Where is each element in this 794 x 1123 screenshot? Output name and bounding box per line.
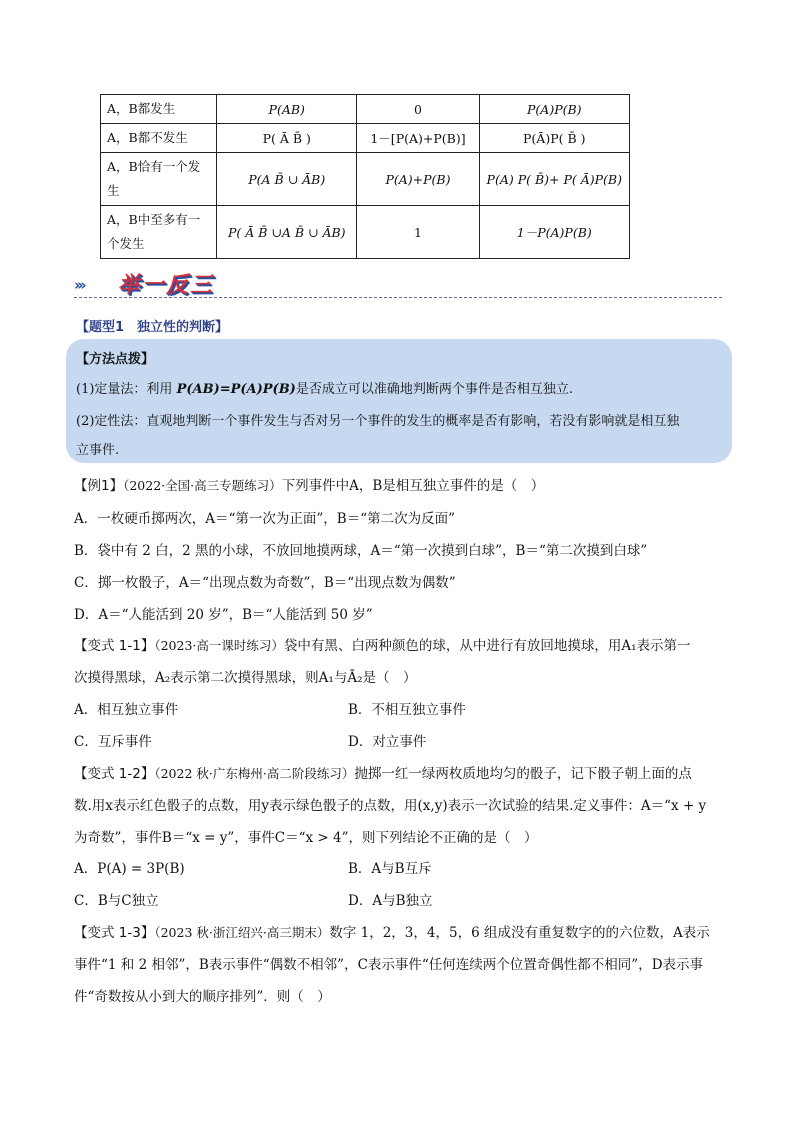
table-cell: A，B都发生 (101, 95, 217, 124)
variant-1-3-stem-cont-2: 件“奇数按从小到大的顺序排列”．则（ ） (74, 989, 331, 1005)
variant-1-2-stem: 【变式 1-2】（2022 秋·广东梅州·高二阶段练习）抛掷一红一绿两枚质地均匀的骰子，记下骰子朝上面的点 (74, 766, 692, 782)
variant-1-2-stem-cont-2: 为奇数”，事件B＝“x = y”，事件C＝“x > 4”，则下列结论不正确的是（ ） (74, 830, 538, 846)
table-row (101, 206, 630, 259)
variant-1-2-option-b: B．A与B互斥 (348, 861, 432, 877)
variant-1-3-stem-cont: 事件“1 和 2 相邻”，B表示事件“偶数不相邻”，C表示事件“任何连续两个位置奇偶性都不相同”，D表示事 (74, 957, 704, 973)
variant-1-2-option-c: C．B与C独立 (74, 893, 159, 909)
table-cell: 1－[P(A)+P(B)] (357, 124, 479, 153)
table-cell: P(Ā)P( B̄ ) (479, 124, 629, 153)
variant-1-3-stem: 【变式 1-3】（2023 秋·浙江绍兴·高三期末）数字 1，2，3，4，5，6 组成没有重复数字的的六位数，A表示 (74, 925, 710, 941)
triple-arrow-icon: ››› (74, 276, 84, 294)
table-cell: A，B恰有一个发生 (101, 153, 217, 206)
table-cell: P(A)+P(B) (357, 153, 479, 206)
table-cell: A，B都不发生 (101, 124, 217, 153)
table-row (101, 153, 630, 206)
example-1-option-c: C．掷一枚骰子，A＝“出现点数为奇数”，B＝“出现点数为偶数” (74, 575, 456, 591)
probability-table (100, 94, 630, 259)
table-cell: P(A B̄ ∪ ĀB) (217, 153, 357, 206)
example-1-option-d: D．A＝“人能活到 20 岁”，B＝“人能活到 50 岁” (74, 607, 373, 623)
section-banner (74, 268, 724, 300)
banner-title: 举一反三 (118, 272, 215, 298)
method-heading: 【方法点拨】 (76, 352, 155, 367)
section-title: 【题型1 独立性的判断】 (76, 320, 229, 335)
example-1-option-b: B．袋中有 2 白，2 黑的小球，不放回地摸两球，A＝“第一次摸到白球”，B＝“第二次摸到白球” (74, 543, 648, 559)
table-cell: 1 (357, 206, 479, 259)
table-row (101, 124, 630, 153)
independence-formula: P(AB)=P(A)P(B) (176, 382, 296, 397)
variant-1-1-stem-cont: 次摸得黑球，A₂表示第二次摸得黑球，则A₁与Ā₂是（ ） (74, 670, 417, 686)
variant-1-2-option-a: A．P(A) = 3P(B) (74, 861, 185, 877)
table-cell: P(A)P(B) (479, 95, 629, 124)
table-cell: 1－P(A)P(B) (479, 206, 629, 259)
example-1-option-a: A．一枚硬币掷两次，A＝“第一次为正面”，B＝“第二次为反面” (74, 511, 456, 527)
example-1-stem: 【例1】（2022·全国·高三专题练习）下列事件中A，B是相互独立事件的是（ ） (74, 478, 545, 494)
variant-1-1-option-a: A．相互独立事件 (74, 702, 179, 718)
table-cell: A，B中至多有一个发生 (101, 206, 217, 259)
method-line-2: (2)定性法：直观地判断一个事件发生与否对另一个事件的发生的概率是否有影响，若没有影响就是相互独 (76, 414, 680, 429)
variant-1-1-option-c: C．互斥事件 (74, 734, 152, 750)
method-line-3: 立事件. (76, 443, 120, 458)
method-box (66, 339, 732, 463)
table-row (101, 95, 630, 124)
variant-1-1-option-d: D．对立事件 (348, 734, 427, 750)
dashed-divider (74, 297, 722, 298)
variant-1-2-stem-cont: 数.用x表示红色骰子的点数，用y表示绿色骰子的点数，用(x,y)表示一次试验的结果.定义事件：A＝“x + y (74, 798, 707, 814)
table-cell: P( Ā B̄ ) (217, 124, 357, 153)
variant-1-2-option-d: D．A与B独立 (348, 893, 433, 909)
variant-1-1-option-b: B．不相互独立事件 (348, 702, 466, 718)
variant-1-1-stem: 【变式 1-1】（2023·高一课时练习）袋中有黑、白两种颜色的球，从中进行有放回地摸球，用A₁表示第一 (74, 638, 691, 654)
table-cell: P(AB) (217, 95, 357, 124)
table-cell: P(A) P( B̄)+ P( Ā)P(B) (479, 153, 629, 206)
table-cell: P( Ā B̄ ∪A B̄ ∪ ĀB) (217, 206, 357, 259)
table-cell: 0 (357, 95, 479, 124)
method-line-1: (1)定量法：利用 P(AB)=P(A)P(B)是否成立可以准确地判断两个事件是否相互独立. (76, 382, 573, 397)
